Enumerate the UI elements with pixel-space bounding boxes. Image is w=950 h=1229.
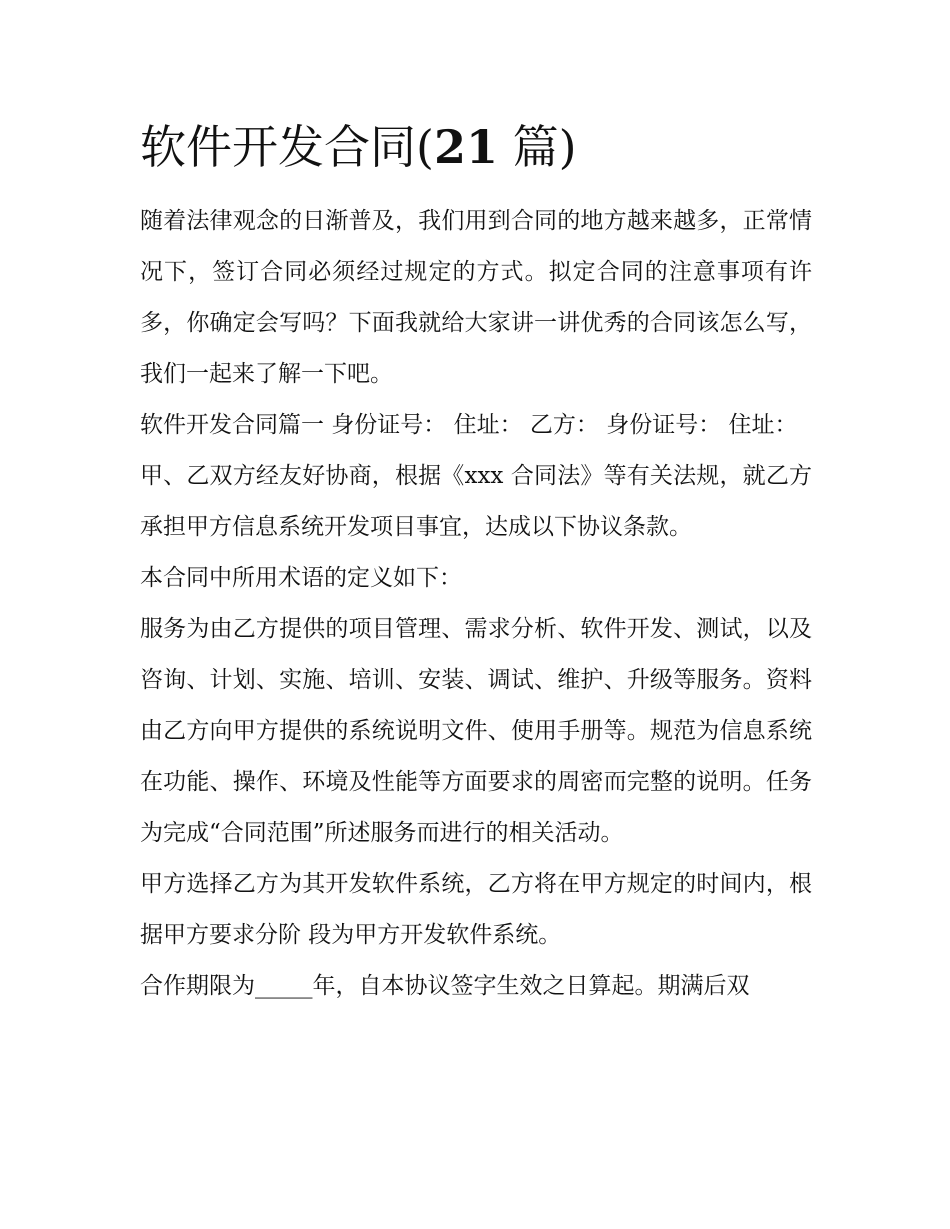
agreement-basis-paragraph: 甲、乙双方经友好协商，根据《xxx 合同法》等有关法规，就乙方承担甲方信息系统开发项目事宜，达成以下协议条款。 bbox=[140, 463, 812, 540]
term-paragraph: 合作期限为_____年，自本协议签字生效之日算起。期满后双 bbox=[140, 973, 750, 999]
definitions-paragraph: 服务为由乙方提供的项目管理、需求分析、软件开发、测试，以及咨询、计划、实施、培训、安装、调试、维护、升级等服务。资料由乙方向甲方提供的系统说明文件、使用手册等。规范为信息系统在功能、操作、环境及性能等方面要求的周密而完整的说明。任务为完成“合同范围”所述服务而进行的相关活动。 bbox=[140, 616, 812, 846]
title-count: 21 bbox=[433, 120, 498, 174]
intro-paragraph: 随着法律观念的日渐普及，我们用到合同的地方越来越多，正常情况下，签订合同必须经过规定的方式。拟定合同的注意事项有许多，你确定会写吗？下面我就给大家讲一讲优秀的合同该怎么写，我们一起来了解一下吧。 bbox=[140, 208, 812, 387]
scope-paragraph: 甲方选择乙方为其开发软件系统，乙方将在甲方规定的时间内，根据甲方要求分阶 段为甲方开发软件系统。 bbox=[140, 871, 812, 948]
document-title bbox=[140, 112, 820, 182]
definitions-heading-paragraph: 本合同中所用术语的定义如下： bbox=[140, 565, 462, 591]
party-info-paragraph: 软件开发合同篇一 身份证号： 住址： 乙方： 身份证号： 住址： bbox=[140, 412, 798, 438]
title-main-text: 软件开发合同( bbox=[140, 120, 434, 174]
title-tail-text: 篇) bbox=[497, 120, 577, 174]
document-body bbox=[140, 196, 812, 1012]
